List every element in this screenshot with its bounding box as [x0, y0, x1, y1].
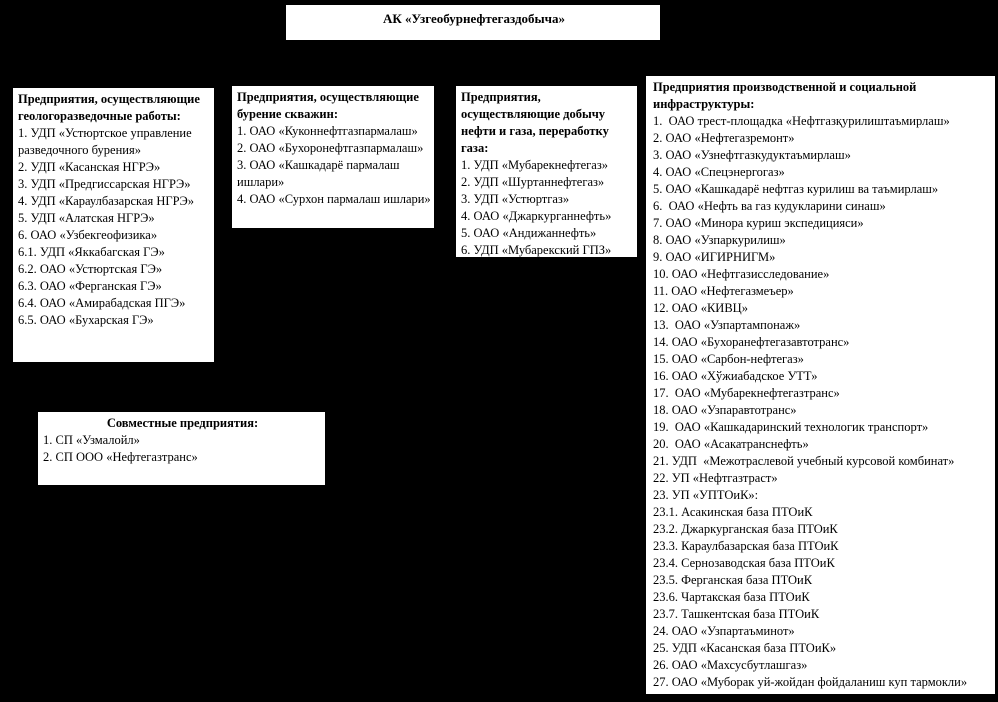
list-item: 3. ОАО «Кашкадарё пармалаш ишлари»: [237, 158, 403, 189]
list-item: 6.4. ОАО «Амирабадская ПГЭ»: [18, 296, 186, 310]
box-geology-exploration-enterprises: [12, 87, 215, 363]
list-item: 20. ОАО «Асакатранснефть»: [653, 437, 809, 451]
list-item: 6.1. УДП «Яккабагская ГЭ»: [18, 245, 165, 259]
list-item: 1. УДП «Мубарекнефтегаз»: [461, 158, 609, 172]
list-item: 6. ОАО «Узбекгеофизика»: [18, 228, 158, 242]
enterprise-list: [43, 432, 322, 466]
list-item: 16. ОАО «Хўжиабадское УТТ»: [653, 369, 818, 383]
box-header: Предприятия, осуществляющие добычу нефти и газа, переработку газа:: [461, 90, 609, 155]
list-item: 2. УДП «Шуртаннефтегаз»: [461, 175, 605, 189]
list-item: 23.4. Сернозаводская база ПТОиК: [653, 556, 835, 570]
list-item: 12. ОАО «КИВЦ»: [653, 301, 748, 315]
list-item: 15. ОАО «Сарбон-нефтегаз»: [653, 352, 804, 366]
enterprise-list: [237, 123, 431, 208]
list-item: 8. ОАО «Узпаркурилиш»: [653, 233, 786, 247]
box-industrial-social-infrastructure-enterprises: [645, 75, 996, 695]
list-item: 3. УДП «Устюртгаз»: [461, 192, 570, 206]
root-company-title: АК «Узгеобурнефтегаздобыча»: [382, 11, 566, 26]
list-item: 4. ОАО «Джаркурганнефть»: [461, 209, 612, 223]
list-item: 2. ОАО «Бухоронефтгазпармалаш»: [237, 141, 424, 155]
list-item: 2. ОАО «Нефтегазремонт»: [653, 131, 795, 145]
list-item: 23.5. Ферганская база ПТОиК: [653, 573, 813, 587]
list-item: 11. ОАО «Нефтегазмеъер»: [653, 284, 794, 298]
list-item: 23.2. Джаркурганская база ПТОиК: [653, 522, 838, 536]
box-header: Предприятия, осуществляющие бурение скважин:: [237, 90, 419, 121]
box-header: Совместные предприятия:: [106, 416, 259, 430]
list-item: 19. ОАО «Кашкадаринский технологик транспорт»: [653, 420, 929, 434]
list-item: 23.3. Караулбазарская база ПТОиК: [653, 539, 839, 553]
list-item: 7. ОАО «Минора куриш экспедицияси»: [653, 216, 864, 230]
list-item: 4. ОАО «Сурхон пармалаш ишлари»: [237, 192, 431, 206]
list-item: 1. ОАО «Куконнефтгазпармалаш»: [237, 124, 418, 138]
box-header: Предприятия, осуществляющие геологоразведочные работы:: [18, 92, 200, 123]
list-item: 13. ОАО «Узпартампонаж»: [653, 318, 801, 332]
list-item: 3. УДП «Предгиссарская НГРЭ»: [18, 177, 191, 191]
list-item: 23.6. Чартакская база ПТОиК: [653, 590, 810, 604]
list-item: 4. ОАО «Спецэнергогаз»: [653, 165, 785, 179]
enterprise-list: [653, 113, 992, 691]
list-item: 27. ОАО «Муборак уй-жойдан фойдаланиш куп тармокли»: [653, 675, 968, 689]
box-oil-gas-production-enterprises: [455, 85, 638, 258]
list-item: 23. УП «УПТОиК»:: [653, 488, 759, 502]
list-item: 23.1. Асакинская база ПТОиК: [653, 505, 813, 519]
list-item: 2. УДП «Касанская НГРЭ»: [18, 160, 161, 174]
box-header: Предприятия производственной и социальной инфраструктуры:: [653, 80, 917, 111]
list-item: 22. УП «Нефтгазтраст»: [653, 471, 778, 485]
list-item: 5. УДП «Алатская НГРЭ»: [18, 211, 155, 225]
list-item: 9. ОАО «ИГИРНИГМ»: [653, 250, 776, 264]
list-item: 4. УДП «Караулбазарская НГРЭ»: [18, 194, 195, 208]
enterprise-list: [18, 125, 211, 329]
list-item: 6. УДП «Мубарекский ГПЗ»: [461, 243, 612, 257]
list-item: 6.3. ОАО «Ферганская ГЭ»: [18, 279, 162, 293]
list-item: 18. ОАО «Узпаравтотранс»: [653, 403, 797, 417]
box-well-drilling-enterprises: [231, 85, 435, 229]
list-item: 26. ОАО «Махсусбутлашгаз»: [653, 658, 808, 672]
list-item: 14. ОАО «Бухоранефтегазавтотранс»: [653, 335, 850, 349]
box-joint-ventures: [37, 411, 326, 486]
list-item: 10. ОАО «Нефтгазисследование»: [653, 267, 830, 281]
list-item: 1. СП «Узмалойл»: [43, 433, 140, 447]
list-item: 6.5. ОАО «Бухарская ГЭ»: [18, 313, 154, 327]
list-item: 5. ОАО «Кашкадарё нефтгаз курилиш ва таъмирлаш»: [653, 182, 939, 196]
list-item: 17. ОАО «Мубарекнефтегазтранс»: [653, 386, 840, 400]
list-item: 24. ОАО «Узпартаъминот»: [653, 624, 795, 638]
root-company-box: [285, 4, 661, 41]
enterprise-list: [461, 157, 634, 258]
list-item: 1. УДП «Устюртское управление разведочного бурения»: [18, 126, 195, 157]
list-item: 2. СП ООО «Нефтегазтранс»: [43, 450, 198, 464]
list-item: 21. УДП «Межотраслевой учебный курсовой комбинат»: [653, 454, 955, 468]
list-item: 3. ОАО «Узнефтгазкудуктаъмирлаш»: [653, 148, 851, 162]
list-item: 6. ОАО «Нефть ва газ кудукларини синаш»: [653, 199, 886, 213]
list-item: 5. ОАО «Андижаннефть»: [461, 226, 597, 240]
list-item: 6.2. ОАО «Устюртская ГЭ»: [18, 262, 163, 276]
list-item: 23.7. Ташкентская база ПТОиК: [653, 607, 820, 621]
list-item: 1. ОАО трест-площадка «Нефтгазқурилиштаъмирлаш»: [653, 114, 950, 128]
list-item: 25. УДП «Касанская база ПТОиК»: [653, 641, 837, 655]
